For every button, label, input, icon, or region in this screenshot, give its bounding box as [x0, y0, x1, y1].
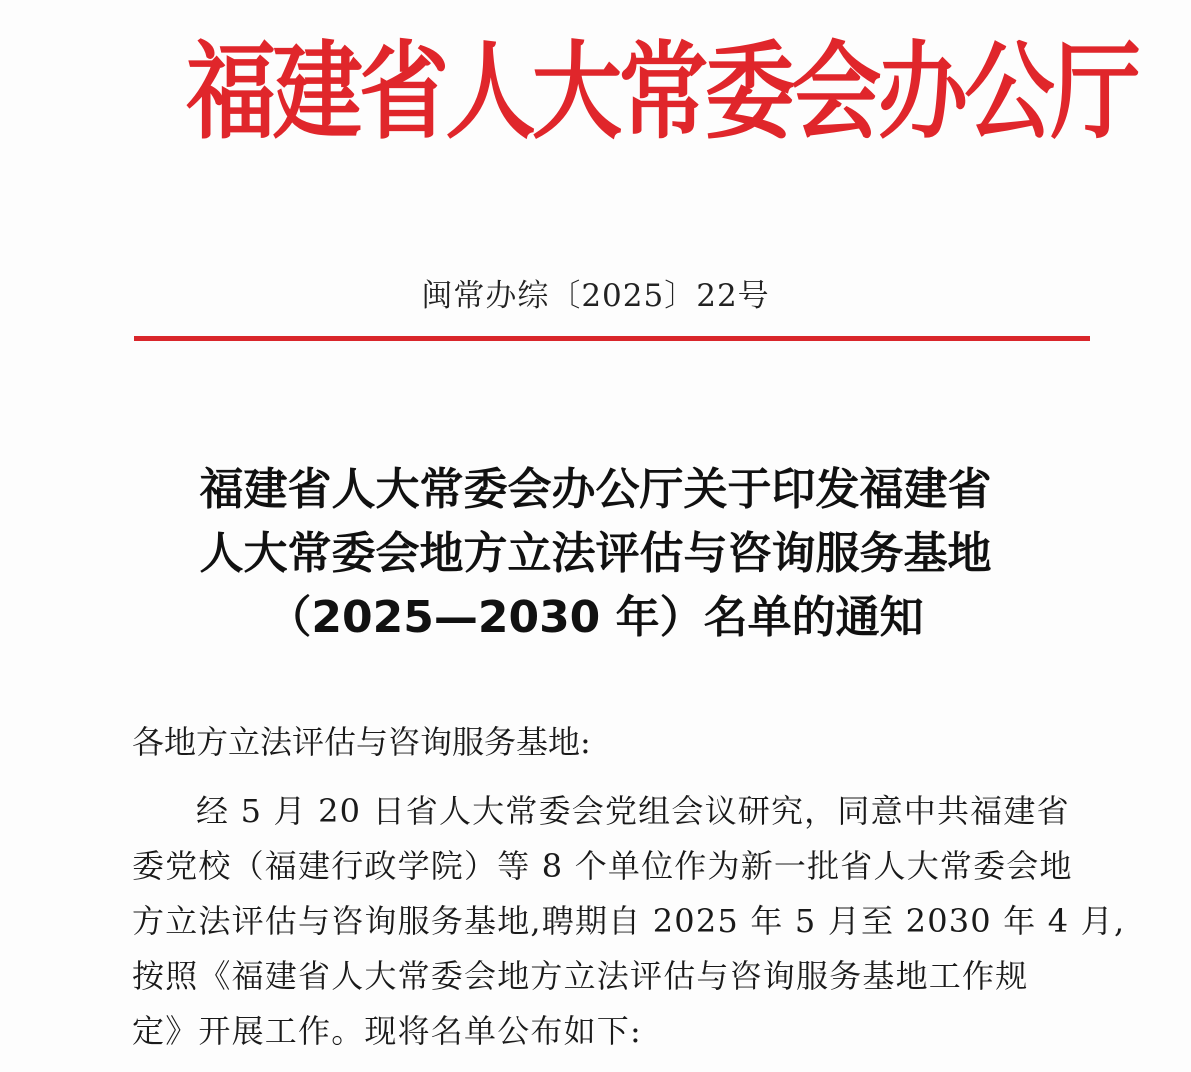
body-line: 方立法评估与咨询服务基地,聘期自 2025 年 5 月至 2030 年 4 月, — [132, 902, 1126, 940]
body-line: 按照《福建省人大常委会地方立法评估与咨询服务基地工作规 — [132, 957, 1029, 995]
body-line: 委党校（福建行政学院）等 8 个单位作为新一批省人大常委会地 — [132, 847, 1073, 885]
title-line-1: 福建省人大常委会办公厅关于印发福建省 — [199, 464, 992, 515]
document-number: 闽常办综〔2025〕22号 — [421, 278, 770, 314]
masthead-title: 福建省人大常委会办公厅 — [186, 30, 1138, 155]
body-line: 定》开展工作。现将名单公布如下: — [132, 1012, 642, 1050]
title-line-3: （2025—2030 年）名单的通知 — [267, 592, 924, 643]
red-divider-line — [134, 336, 1090, 341]
title-line-2: 人大常委会地方立法评估与咨询服务基地 — [199, 528, 992, 579]
document-title — [120, 458, 1071, 650]
body-line: 经 5 月 20 日省人大常委会党组会议研究，同意中共福建省 — [196, 792, 1070, 830]
salutation: 各地方立法评估与咨询服务基地: — [132, 723, 591, 761]
body-paragraph — [132, 784, 1126, 1059]
